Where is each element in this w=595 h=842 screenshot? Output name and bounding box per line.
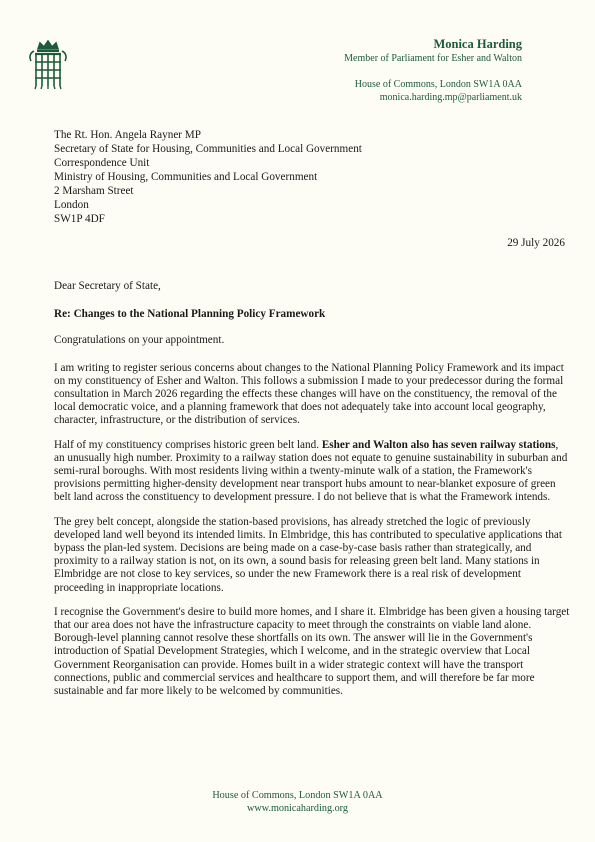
letter-body: [54, 280, 570, 709]
addressee-line: SW1P 4DF: [54, 213, 105, 225]
addressee-block: [54, 128, 362, 226]
footer: [0, 789, 595, 815]
salutation: Dear Secretary of State,: [54, 280, 161, 292]
header-email[interactable]: monica.harding.mp@parliament.uk: [379, 92, 522, 103]
addressee-line: Correspondence Unit: [54, 157, 150, 169]
addressee-line: Ministry of Housing, Communities and Local Government: [54, 171, 318, 183]
addressee-line: 2 Marsham Street: [54, 185, 134, 197]
letterhead: [344, 37, 522, 104]
addressee-line: Secretary of State for Housing, Communities and Local Government: [54, 143, 362, 155]
paragraph-2-emphasis: Esher and Walton also has seven railway stations: [321, 438, 556, 451]
paragraph-2-rest: , an unusually high number. Proximity to a railway station does not equate to genuine sustainability in suburban and semi-rural boroughs. With most residents living within a twenty-minute walk of a station, the Framework's provisions permitting higher-density development near transport hubs amount to near-blanket exposure of green belt land across the constituency to development pressure. I do not believe that is what the Framework intends.: [54, 438, 568, 504]
addressee-line: The Rt. Hon. Angela Rayner MP: [54, 129, 201, 141]
paragraph-3: The grey belt concept, alongside the station-based provisions, has already stretched the logic of previously developed land well beyond its intended limits. In Elmbridge, this has contributed to speculative applications that bypass the plan-led system. Decisions are being made on a case-by-case basis rather than strategically, and proximity to a railway station is not, on its own, a sound basis for releasing green belt land. Many stations in Elmbridge are not close to key services, so under the new Framework there is a real risk of development proceeding in inappropriate locations.: [54, 515, 562, 594]
paragraph-4: I recognise the Government's desire to build more homes, and I share it. Elmbridge has been given a housing target that our area does not have the infrastructure capacity to meet through the constraints on viable land alone. Borough-level planning cannot resolve these shortfalls on its own. The answer will lie in the Government's introduction of Spatial Development Strategies, which I welcome, and in the strategic overview that Local Government Reorganisation can provide. Homes built in a wider strategic context will have the transport connections, public and commercial services and healthcare to support them, and will therefore be far more sustainable and far more likely to be welcomed by communities.: [54, 605, 570, 698]
paragraph-2: [54, 439, 570, 505]
letter-date: 29 July 2026: [507, 237, 565, 249]
paragraph-1: I am writing to register serious concerns about changes to the National Planning Policy Framework and its impact on my constituency of Esher and Walton. This follows a submission I made to your predecessor during the formal consultation in March 2026 regarding the effects these changes will have on the constituency, the removal of the local democratic voice, and a planning framework that does not adequately take into account local geography, character, infrastructure, or the distribution of services.: [54, 361, 564, 427]
paragraph-2-intro: Half of my constituency comprises historic green belt land.: [54, 438, 322, 451]
portcullis-icon: [26, 40, 70, 90]
addressee-line: London: [54, 199, 89, 211]
header-address: House of Commons, London SW1A 0AA: [354, 79, 522, 90]
congratulations-line: Congratulations on your appointment.: [54, 334, 225, 347]
mp-name: Monica Harding: [433, 37, 522, 51]
footer-address: House of Commons, London SW1A 0AA: [212, 790, 383, 801]
mp-role: Member of Parliament for Esher and Walton: [344, 53, 522, 64]
subject-line: Re: Changes to the National Planning Policy Framework: [54, 308, 326, 321]
footer-website[interactable]: www.monicaharding.org: [246, 803, 348, 814]
